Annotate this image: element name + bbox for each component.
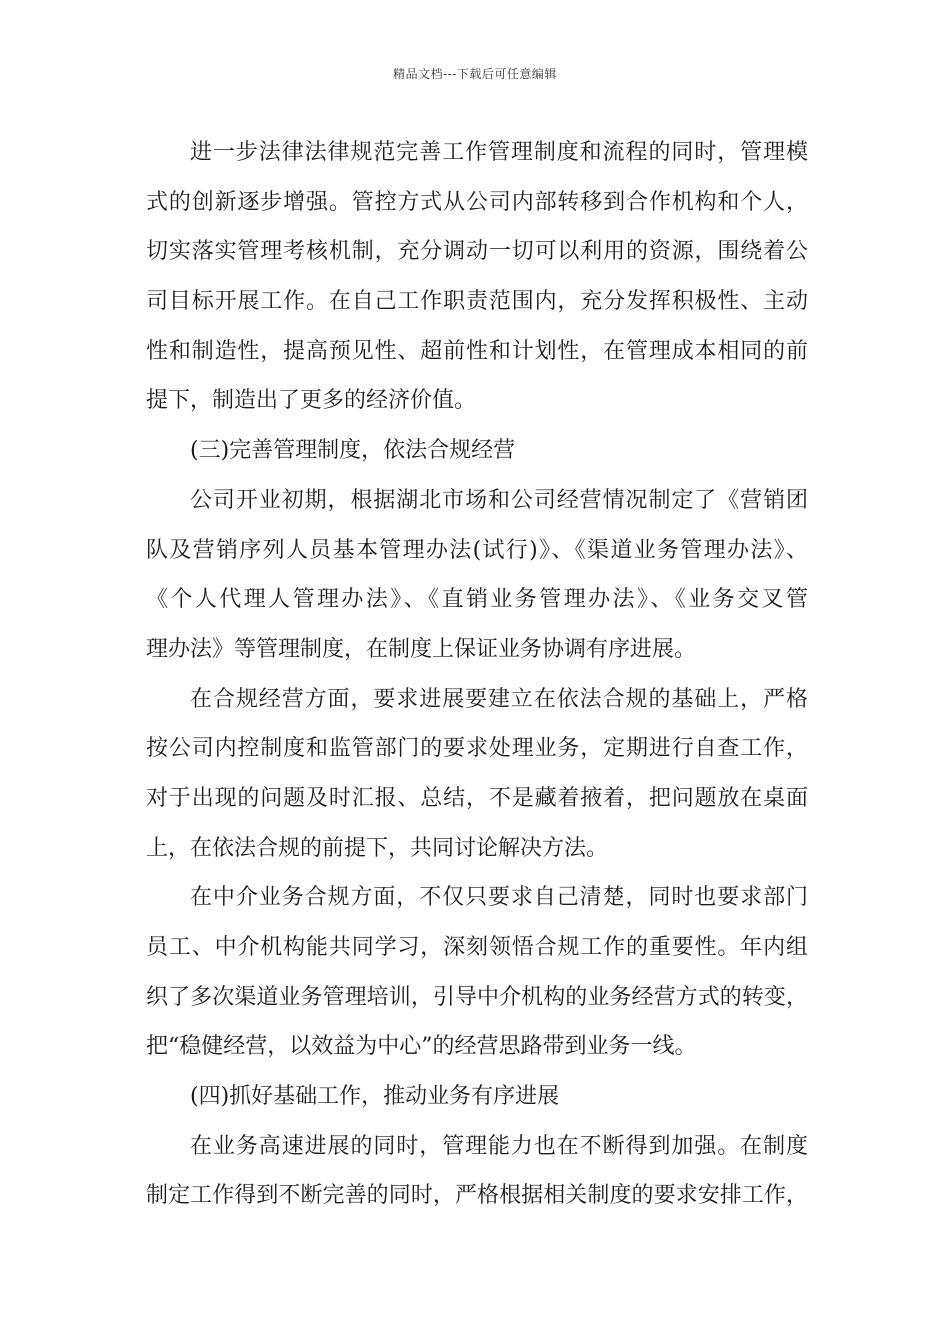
- page-header: 精品文档---下载后可任意编辑: [393, 67, 557, 81]
- text-line: 上，在依法合规的前提下，共同讨论解决方法。: [146, 835, 609, 861]
- text-line: 把“稳健经营，以效益为中心”的经营思路带到业务一线。: [146, 1034, 697, 1060]
- text-line: 公司开业初期，根据湖北市场和公司经营情况制定了《营销团: [190, 487, 808, 513]
- text-line: 织了多次渠道业务管理培训，引导中介机构的业务经营方式的转变，: [146, 984, 808, 1010]
- text-line: 对于出现的问题及时汇报、总结，不是藏着掖着，把问题放在桌面: [146, 785, 808, 811]
- text-line: 队及营销序列人员基本管理办法(试行)》、《渠道业务管理办法》、: [146, 537, 808, 563]
- text-line: 进一步法律法律规范完善工作管理制度和流程的同时，管理模: [190, 140, 808, 165]
- text-line: 性和制造性，提高预见性、超前性和计划性，在管理成本相同的前: [146, 338, 808, 364]
- text-line: 式的创新逐步增强。管控方式从公司内部转移到合作机构和个人，: [146, 189, 808, 215]
- text-line: 在业务高速进展的同时，管理能力也在不断得到加强。在制度: [190, 1133, 808, 1159]
- text-line: 理办法》等管理制度，在制度上保证业务协调有序进展。: [146, 636, 697, 662]
- body-text: [146, 128, 808, 1221]
- text-line: 员工、中介机构能共同学习，深刻领悟合规工作的重要性。年内组: [146, 935, 808, 960]
- text-line: 切实落实管理考核机制，充分调动一切可以利用的资源，围绕着公: [146, 239, 808, 265]
- text-line: 提下，制造出了更多的经济价值。: [146, 388, 477, 414]
- text-line: 《个人代理人管理办法》、《直销业务管理办法》、《业务交叉管: [146, 587, 808, 613]
- text-line: 在合规经营方面，要求进展要建立在依法合规的基础上，严格: [190, 686, 808, 712]
- section-heading: (三)完善管理制度，依法合规经营: [190, 438, 516, 464]
- text-line: 按公司内控制度和监管部门的要求处理业务，定期进行自查工作，: [146, 736, 808, 762]
- section-heading: (四)抓好基础工作，推动业务有序进展: [190, 1084, 560, 1110]
- text-line: 司目标开展工作。在自己工作职责范围内，充分发挥积极性、主动: [146, 289, 808, 315]
- text-line: 在中介业务合规方面，不仅只要求自己清楚，同时也要求部门: [190, 885, 808, 911]
- text-line: 制定工作得到不断完善的同时，严格根据相关制度的要求安排工作，: [146, 1183, 808, 1209]
